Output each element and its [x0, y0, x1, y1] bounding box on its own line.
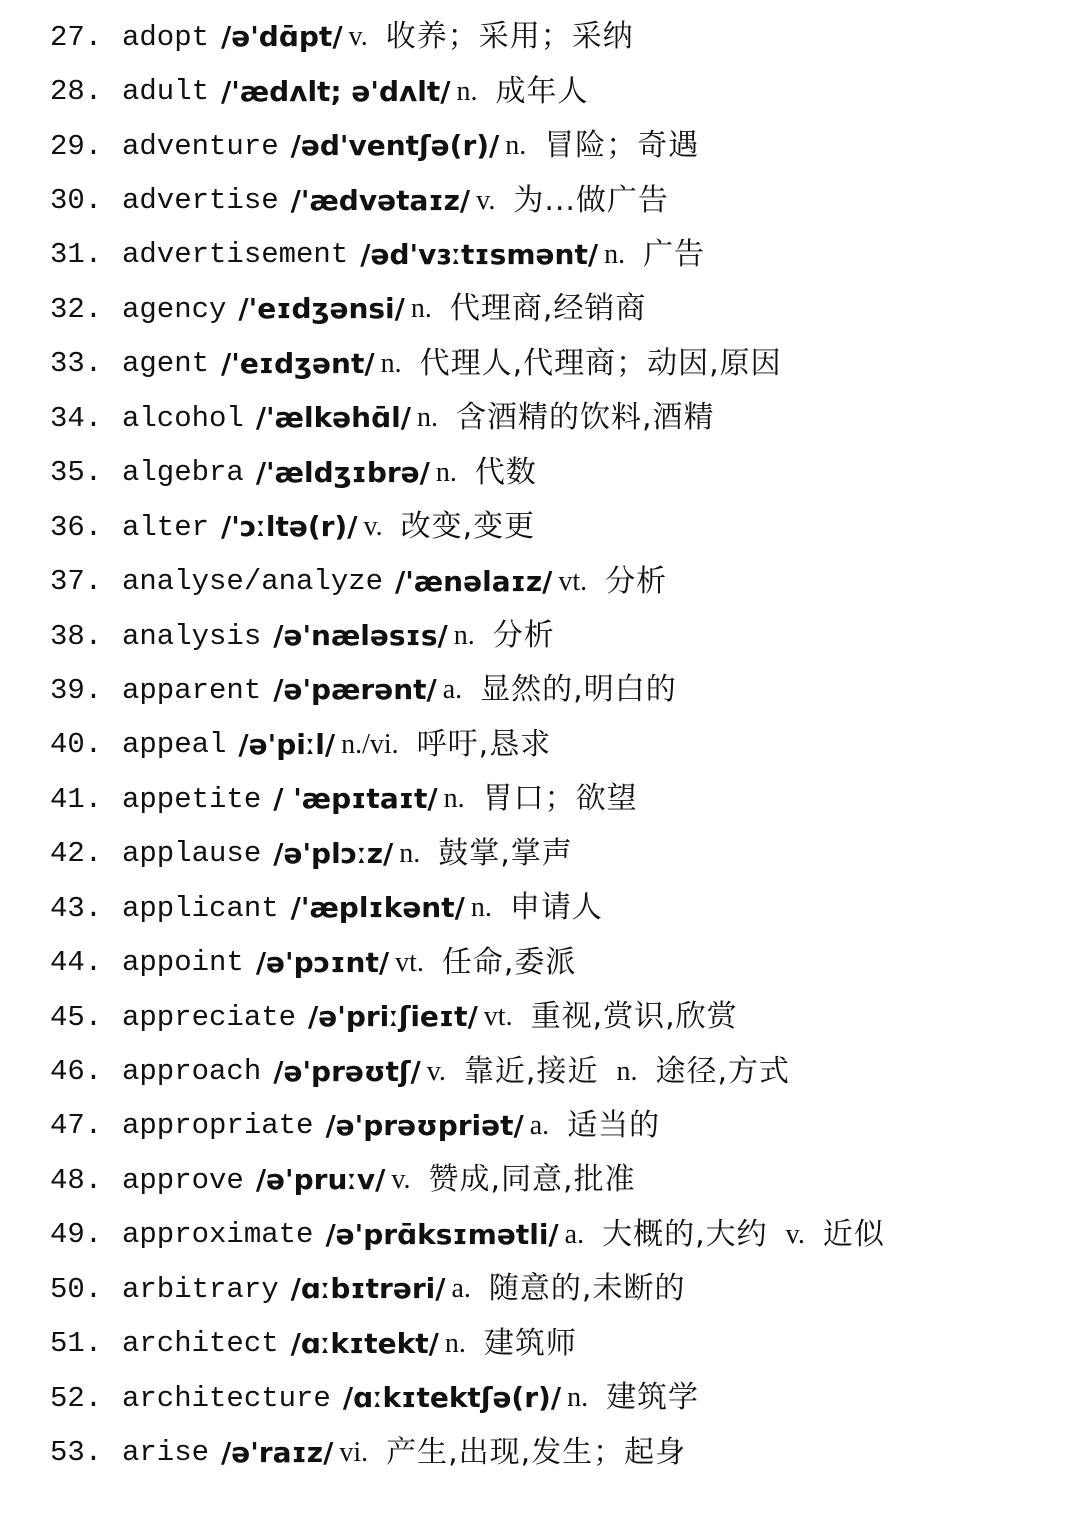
vocab-entry: [50, 935, 1060, 989]
entry-pronunciation: /ə'prəʊtʃ/: [273, 1054, 421, 1088]
vocab-entry: [50, 173, 1060, 227]
vocab-entry: [50, 990, 1060, 1044]
entry-pronunciation: /ɑːkɪtekt/: [290, 1326, 439, 1360]
vocab-entry: [50, 10, 1060, 64]
entry-part-of-speech: n.: [453, 620, 475, 652]
entry-number: 31.: [50, 238, 103, 272]
entry-word: approve: [122, 1163, 244, 1197]
vocab-entry: [50, 772, 1060, 826]
entry-number: 47.: [50, 1109, 103, 1143]
entry-number: 41.: [50, 782, 103, 816]
vocab-entry: [50, 1099, 1060, 1153]
entry-word: applicant: [122, 891, 279, 925]
entry-word: agency: [122, 292, 227, 326]
entry-number: 44.: [50, 946, 103, 980]
entry-number: 46.: [50, 1055, 103, 1089]
entry-meaning: 冒险；奇遇: [544, 128, 700, 164]
vocab-entry: [50, 1044, 1060, 1098]
entry-part-of-speech: vt.: [395, 946, 424, 978]
entry-part-of-speech: n./vi.: [341, 728, 399, 760]
entry-word: adult: [122, 75, 210, 109]
entry-number: 34.: [50, 401, 103, 435]
entry-word: arise: [122, 1436, 210, 1470]
entry-meaning: 含酒精的饮料,酒精: [455, 400, 715, 436]
entry-part-of-speech: v.: [426, 1055, 446, 1087]
entry-meaning: 任命,委派: [441, 944, 577, 980]
vocab-entry: [50, 337, 1060, 391]
entry-part-of-speech: vi.: [339, 1436, 369, 1468]
vocab-entry: [50, 391, 1060, 445]
vocab-entry: [50, 446, 1060, 500]
entry-part-of-speech: a.: [451, 1273, 471, 1305]
entry-pronunciation: /ə'raɪz/: [221, 1435, 334, 1469]
entry-word: apparent: [122, 673, 262, 707]
entry-number: 49.: [50, 1218, 103, 1252]
entry-meaning: 大概的,大约: [602, 1216, 768, 1252]
vocab-entry: [50, 718, 1060, 772]
entry-number: 48.: [50, 1163, 103, 1197]
entry-word: alter: [122, 510, 210, 544]
entry-word: approach: [122, 1055, 262, 1089]
entry-number: 38.: [50, 619, 103, 653]
vocab-entry: [50, 282, 1060, 336]
entry-pronunciation: /'ædvətaɪz/: [290, 183, 471, 217]
entry-number: 53.: [50, 1436, 103, 1470]
entry-meaning: 鼓掌,掌声: [438, 835, 573, 871]
vocab-entry: [50, 1153, 1060, 1207]
entry-pronunciation: /ə'prəʊpriət/: [325, 1108, 524, 1142]
entry-pronunciation: / 'æpɪtaɪt/: [273, 782, 438, 816]
entry-meaning: 显然的,明白的: [480, 672, 677, 708]
entry-pronunciation: /'ædʌlt; ə'dʌlt/: [221, 74, 451, 108]
entry-word: approximate: [122, 1218, 314, 1252]
entry-pronunciation: /ə'pruːv/: [255, 1163, 386, 1197]
entry-number: 42.: [50, 837, 103, 871]
entry-part-of-speech: v.: [391, 1164, 411, 1196]
entry-pronunciation: /ə'pɔɪnt/: [255, 945, 390, 979]
vocab-entry: [50, 827, 1060, 881]
entry-number: 45.: [50, 1000, 103, 1034]
entry-word: appeal: [122, 728, 227, 762]
entry-pronunciation: /'eɪdʒənt/: [221, 346, 375, 380]
entry-number: 52.: [50, 1381, 103, 1415]
entry-second-meaning: 近似: [822, 1216, 885, 1252]
entry-part-of-speech: a.: [529, 1109, 550, 1141]
entry-pronunciation: /ɑːkɪtektʃə(r)/: [342, 1381, 562, 1415]
entry-meaning: 重视,赏识,欣赏: [530, 999, 738, 1035]
entry-word: architecture: [122, 1381, 331, 1415]
entry-word: appropriate: [122, 1109, 314, 1143]
entry-meaning: 分析: [492, 618, 555, 654]
entry-meaning: 代理人,代理商；动因,原因: [419, 345, 782, 381]
entry-part-of-speech: n.: [410, 293, 432, 325]
entry-meaning: 胃口；欲望: [482, 781, 638, 817]
vocab-entry: [50, 663, 1060, 717]
entry-word: appoint: [122, 946, 244, 980]
entry-meaning: 收养；采用；采纳: [385, 19, 634, 55]
entry-part-of-speech: n.: [470, 892, 492, 924]
entry-meaning: 赞成,同意,批准: [428, 1162, 636, 1198]
vocab-entry: [50, 881, 1060, 935]
entry-word: architect: [122, 1327, 279, 1361]
entry-part-of-speech: n.: [444, 1327, 466, 1359]
entry-number: 35.: [50, 456, 103, 490]
entry-meaning: 建筑师: [483, 1325, 577, 1361]
entry-part-of-speech: n.: [456, 75, 478, 107]
entry-word: alcohol: [122, 401, 244, 435]
entry-part-of-speech: n.: [443, 783, 465, 815]
entry-pronunciation: /ə'dɑ̄pt/: [221, 20, 343, 54]
entry-part-of-speech: v.: [363, 511, 383, 543]
entry-number: 51.: [50, 1327, 103, 1361]
entry-pronunciation: /'ænəlaɪz/: [395, 564, 553, 598]
entry-pronunciation: /'ɔːltə(r)/: [221, 510, 358, 544]
entry-second-meaning: 途径,方式: [655, 1053, 791, 1089]
entry-meaning: 随意的,未断的: [488, 1271, 686, 1307]
entry-pronunciation: /ə'pærənt/: [273, 673, 437, 707]
entry-part-of-speech: n.: [435, 456, 457, 488]
vocab-entry: [50, 1262, 1060, 1316]
entry-word: advertise: [122, 184, 279, 218]
entry-part-of-speech: v.: [476, 184, 496, 216]
entry-part-of-speech: n.: [505, 130, 527, 162]
entry-pronunciation: /əd'vɜːtɪsmənt/: [360, 237, 599, 271]
entry-meaning: 适当的: [567, 1107, 661, 1143]
entry-number: 30.: [50, 184, 103, 218]
entry-word: arbitrary: [122, 1272, 279, 1306]
entry-part-of-speech: v.: [348, 21, 368, 53]
entry-meaning: 申请人: [509, 890, 603, 926]
entry-second-part-of-speech: n.: [616, 1055, 638, 1087]
entry-number: 36.: [50, 510, 103, 544]
entry-meaning: 建筑学: [606, 1380, 700, 1416]
entry-pronunciation: /ə'plɔːz/: [273, 836, 394, 870]
vocab-entry: [50, 1371, 1060, 1425]
entry-meaning: 产生,出现,发生；起身: [386, 1434, 687, 1470]
entry-word: appetite: [122, 782, 262, 816]
entry-word: adventure: [122, 129, 279, 163]
entry-meaning: 呼吁,恳求: [416, 726, 552, 762]
entry-part-of-speech: n.: [380, 347, 402, 379]
entry-number: 29.: [50, 129, 103, 163]
entry-word: algebra: [122, 456, 244, 490]
entry-word: analysis: [122, 619, 262, 653]
entry-number: 28.: [50, 75, 103, 109]
entry-pronunciation: /'æplɪkənt/: [290, 891, 465, 925]
vocab-entry: [50, 554, 1060, 608]
entry-meaning: 为...做广告: [513, 182, 669, 218]
entry-pronunciation: /'ældʒɪbrə/: [255, 455, 430, 489]
entry-number: 33.: [50, 347, 103, 381]
entry-part-of-speech: a.: [442, 674, 463, 706]
entry-number: 37.: [50, 565, 103, 599]
entry-word: adopt: [122, 20, 210, 54]
vocab-entry: [50, 1317, 1060, 1371]
entry-part-of-speech: n.: [416, 402, 438, 434]
entry-word: advertisement: [122, 238, 349, 272]
vocabulary-list: [50, 10, 1060, 1480]
entry-number: 39.: [50, 673, 103, 707]
entry-word: appreciate: [122, 1000, 297, 1034]
entry-pronunciation: /əd'ventʃə(r)/: [290, 129, 500, 163]
vocab-entry: [50, 64, 1060, 118]
vocab-entry: [50, 500, 1060, 554]
vocab-entry: [50, 609, 1060, 663]
entry-number: 40.: [50, 728, 103, 762]
entry-pronunciation: /ə'priːʃieɪt/: [308, 1000, 478, 1034]
entry-meaning: 成年人: [495, 73, 589, 109]
entry-word: applause: [122, 837, 262, 871]
entry-part-of-speech: n.: [567, 1382, 589, 1414]
entry-meaning: 代理商,经销商: [449, 291, 647, 327]
entry-word: analyse/analyze: [122, 565, 384, 599]
entry-second-part-of-speech: v.: [785, 1218, 805, 1250]
entry-number: 43.: [50, 891, 103, 925]
entry-meaning: 代数: [474, 454, 537, 490]
entry-meaning: 分析: [605, 563, 668, 599]
entry-meaning: 改变,变更: [400, 509, 536, 545]
entry-pronunciation: /ɑːbɪtrəri/: [290, 1272, 446, 1306]
entry-number: 50.: [50, 1272, 103, 1306]
vocab-entry: [50, 1425, 1060, 1479]
entry-pronunciation: /ə'prɑ̄ksɪmətli/: [325, 1217, 559, 1251]
vocab-entry: [50, 228, 1060, 282]
entry-number: 27.: [50, 20, 103, 54]
entry-part-of-speech: vt.: [483, 1001, 513, 1033]
entry-word: agent: [122, 347, 210, 381]
entry-part-of-speech: n.: [399, 837, 421, 869]
entry-pronunciation: /'eɪdʒənsi/: [238, 292, 405, 326]
entry-pronunciation: /'ælkəhɑ̄l/: [255, 401, 411, 435]
vocab-entry: [50, 119, 1060, 173]
entry-pronunciation: /ə'piːl/: [238, 727, 336, 761]
entry-number: 32.: [50, 292, 103, 326]
entry-part-of-speech: vt.: [558, 565, 588, 597]
entry-part-of-speech: a.: [564, 1218, 585, 1250]
vocab-entry: [50, 1208, 1060, 1262]
entry-meaning: 靠近,接近: [463, 1053, 599, 1089]
entry-pronunciation: /ə'næləsɪs/: [273, 619, 448, 653]
entry-meaning: 广告: [643, 236, 706, 272]
entry-part-of-speech: n.: [604, 238, 626, 270]
